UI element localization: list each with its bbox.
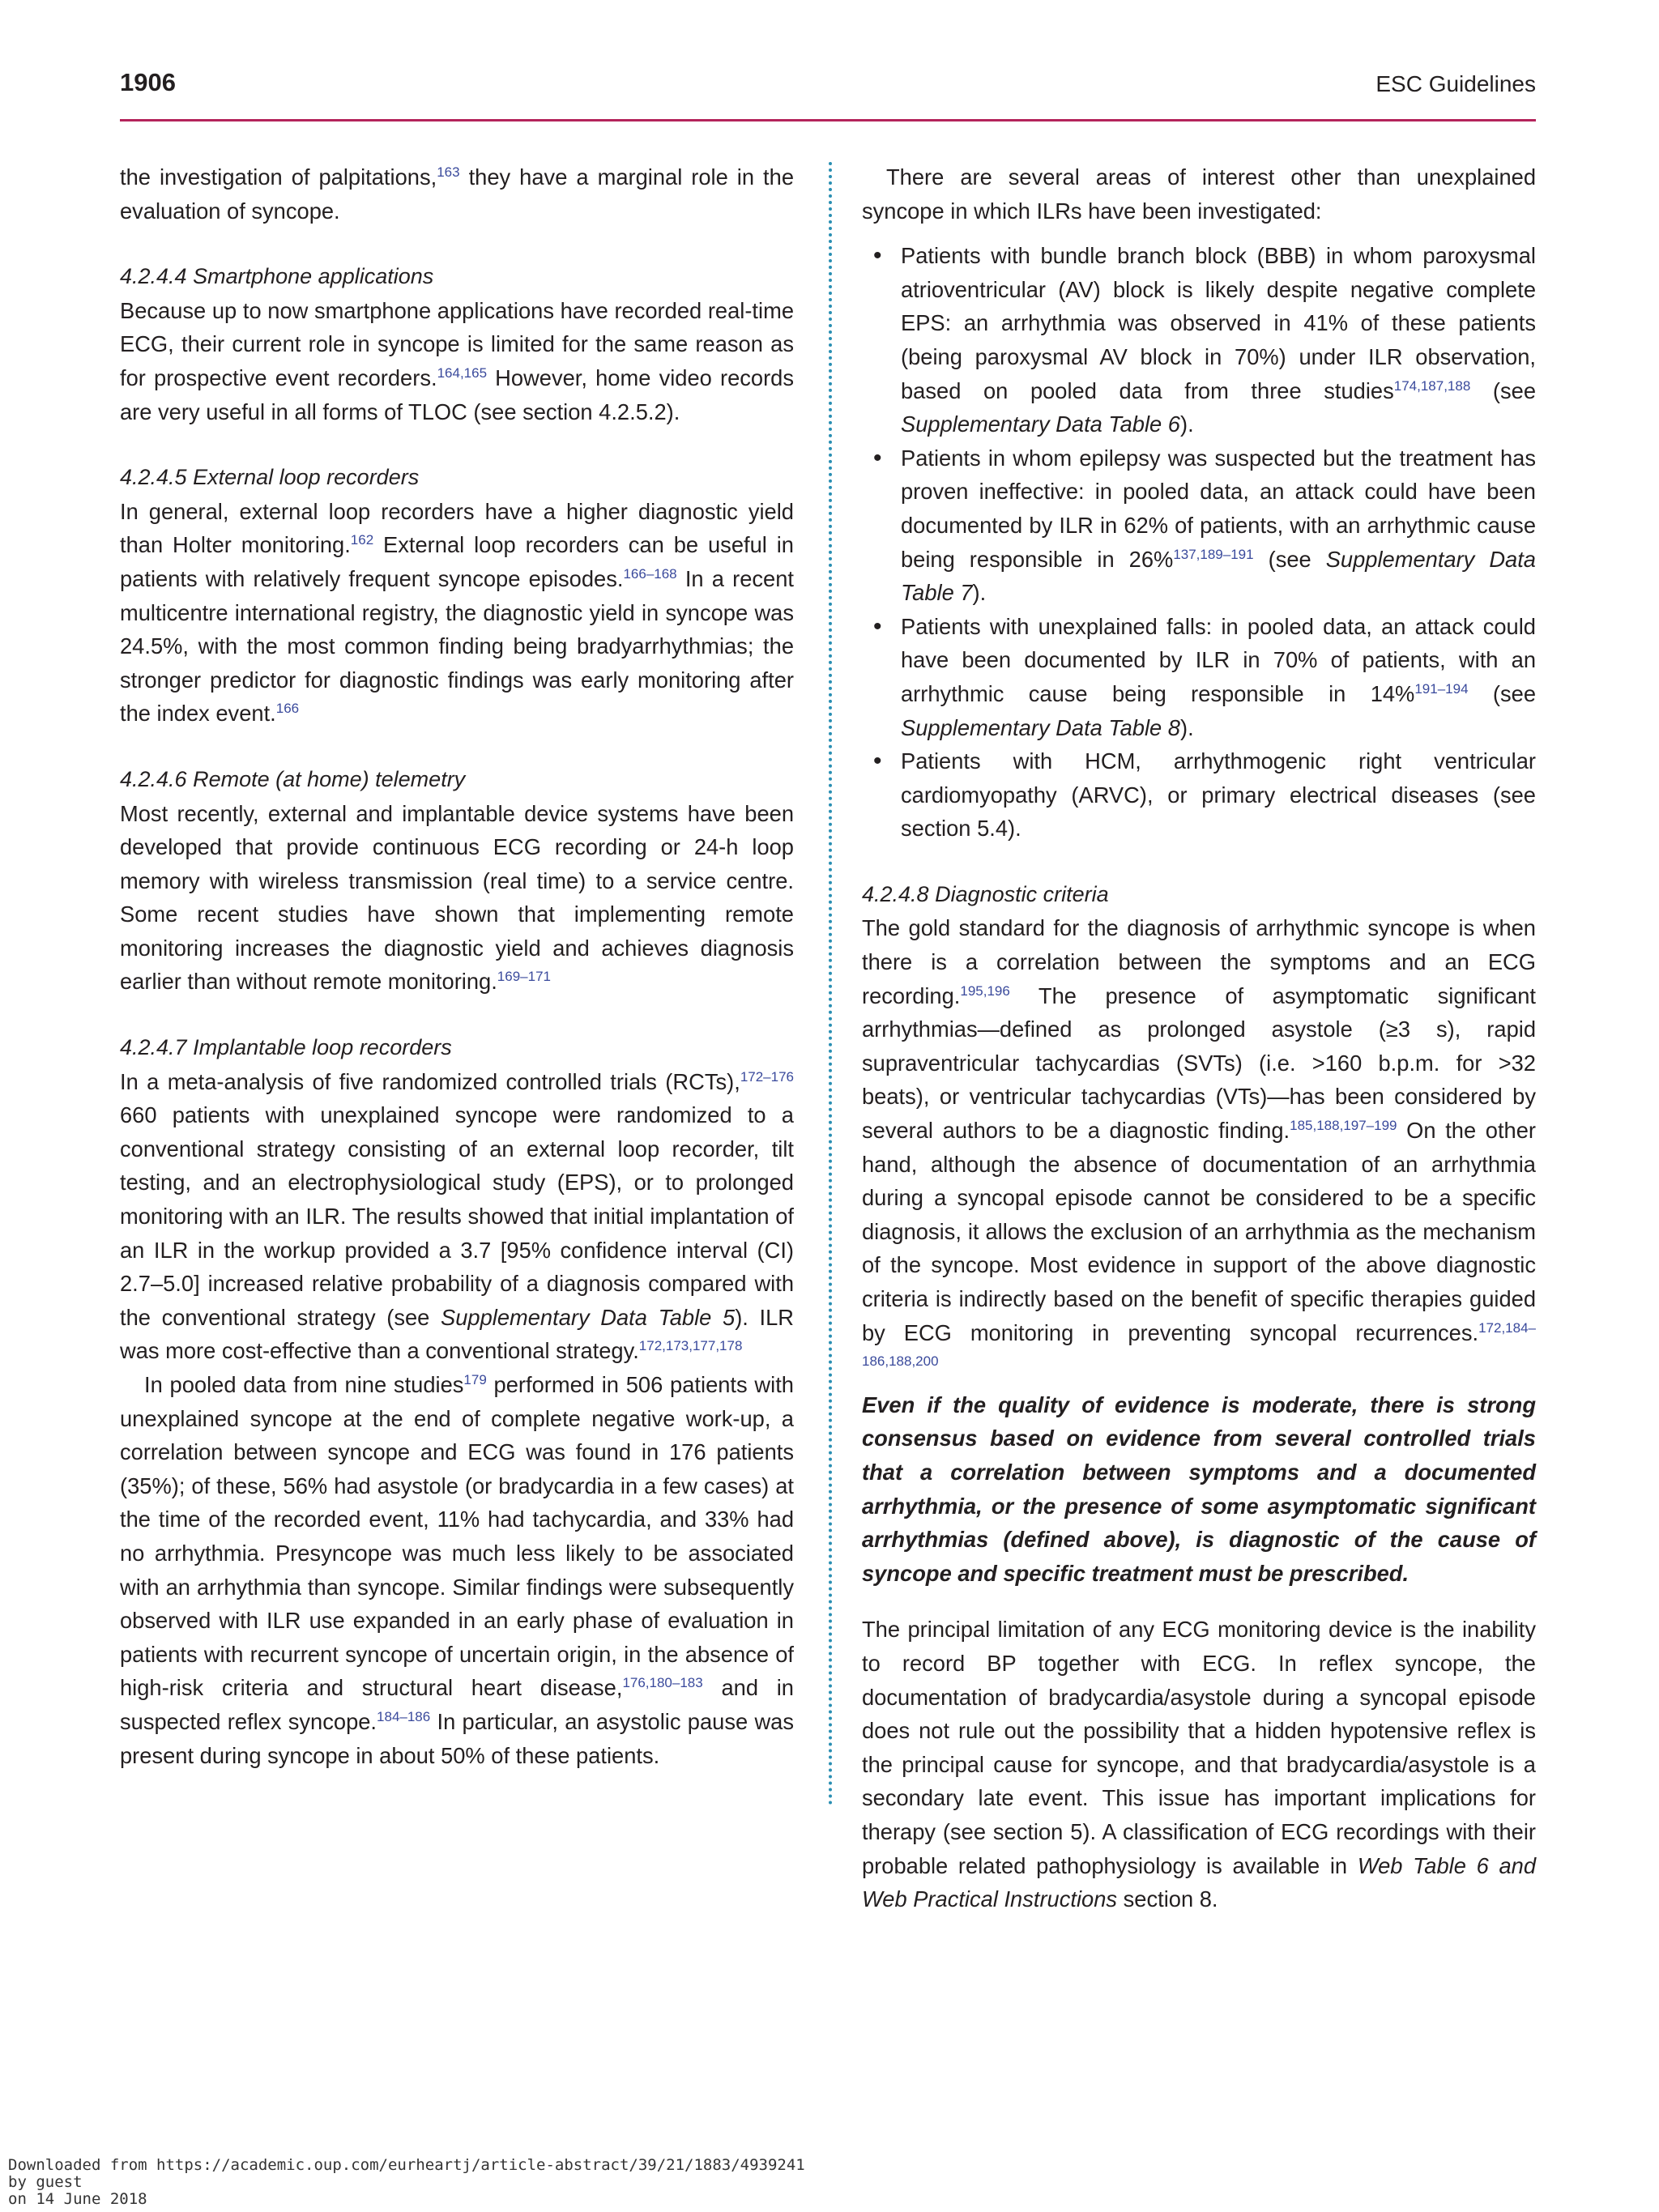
- section-heading: 4.2.4.7 Implantable loop recorders: [120, 1035, 452, 1060]
- citation-link[interactable]: 195,196: [960, 982, 1010, 999]
- citation-link[interactable]: 179: [463, 1371, 487, 1387]
- citation-link[interactable]: 166–168: [623, 565, 677, 582]
- citation-link[interactable]: 164,165: [437, 364, 488, 381]
- supplementary-reference: Supplementary Data Table 7: [901, 546, 1536, 606]
- section-heading: 4.2.4.8 Diagnostic criteria: [862, 881, 1109, 906]
- footer-line: by guest: [8, 2173, 83, 2191]
- running-title: ESC Guidelines: [1375, 71, 1536, 96]
- citation-link[interactable]: 166: [275, 701, 300, 717]
- citation-link[interactable]: 163: [437, 164, 460, 180]
- paragraph: Because up to now smartphone applications have recorded real-time ECG, their current role in syncope is limited for the same reason as for prospective event recorders.$^{164,165}$ However, home video records are very useful in all forms of TLOC (see section 4.2.5.2).: [120, 297, 794, 424]
- paragraph: the investigation of palpitations,$^{163}$ they have a marginal role in the evaluation of syncope.: [120, 164, 795, 224]
- footer-date: on 14 June 2018: [8, 2190, 147, 2208]
- paragraph: The principal limitation of any ECG monitoring device is the inability to record BP together with ECG. In reflex syncope, the documentation of bradycardia/asystole during a syncopal episode does not rule out the possibility that a hidden hypotensive reflex is the principal cause for syncope, and that bradycardia/asystole is a secondary late event. This issue has important implications for therapy (see section 5). A classification of ECG recordings with their probable related pathophysiology is available in Web Table 6 and Web Practical Instructions section 8.: [862, 1617, 1536, 1912]
- section-heading: 4.2.4.4 Smartphone applications: [120, 264, 434, 289]
- paragraph: There are several areas of interest other than unexplained syncope in which ILRs have been investigated:: [862, 164, 1536, 224]
- left-column: [120, 160, 794, 1772]
- section-heading: 4.2.4.5 External loop recorders: [120, 465, 420, 490]
- download-url[interactable]: Downloaded from https://academic.oup.com/eurheartj/article-abstract/39/21/1883/4939241: [8, 2156, 805, 2174]
- supplementary-reference: Supplementary Data Table 6: [901, 411, 1180, 437]
- download-footer: [8, 2157, 805, 2208]
- citation-link[interactable]: 174,187,188: [1393, 377, 1471, 394]
- citation-link[interactable]: 169–171: [497, 969, 551, 985]
- citation-link[interactable]: 162: [350, 532, 374, 548]
- list-item: • Patients in whom epilepsy was suspected but the treatment has proven ineffective: in pooled data, an attack could have been documented by ILR in 62% of patients, with an arrhythmic cause being responsible in 26%$^{137,189-191}$ (see Supplementary Data Table 7).: [862, 441, 1536, 610]
- recommendation-statement: Even if the quality of evidence is moderate, there is strong consensus based on evidence from several controlled trials that a correlation between symptoms and a documented arrhythmia, or the presence of some asymptomatic significant arrhythmias (defined above), is diagnostic of the cause of syncope and specific treatment must be prescribed.: [862, 1392, 1536, 1586]
- bullet-list: [862, 239, 1536, 846]
- running-header: [120, 68, 1536, 117]
- citation-link[interactable]: 184–186: [377, 1708, 431, 1724]
- citation-link[interactable]: 191–194: [1414, 680, 1469, 697]
- paragraph: In a meta-analysis of five randomized controlled trials (RCTs),$^{172-176}$ 660 patients with unexplained syncope were randomized to a conventional strategy consisting of an external loop recorder, tilt testing, and an electrophysiological study (EPS), or to prolonged monitoring with an ILR. The results showed that initial implantation of an ILR in the workup provided a 3.7 [95% confidence interval (CI) 2.7–5.0] increased relative probability of a diagnosis compared with the conventional strategy (see Supplementary Data Table 5). ILR was more cost-effective than a conventional strategy.$^{172,173,177,178}$: [120, 1068, 794, 1364]
- citation-link[interactable]: 185,188,197–199: [1290, 1117, 1397, 1133]
- paragraph: In general, external loop recorders have a higher diagnostic yield than Holter monitoring.$^{162}$ External loop recorders can be useful in patients with relatively frequent syncope episodes.$^{166-168}$ In a recent multicentre international registry, the diagnostic yield in syncope was 24.5%, with the most common finding being bradyarrhythmias; the stronger predictor for diagnostic findings was early monitoring after the index event.$^{166}$: [120, 498, 794, 727]
- paragraph: In pooled data from nine studies$^{179}$ performed in 506 patients with unexplained syncope at the end of complete negative work-up, a correlation between syncope and ECG was found in 176 patients (35%); of these, 56% had asystole (or bradycardia in a few cases) at the time of the recorded event, 11% had tachycardia, and 33% had no arrhythmia. Presyncope was much less likely to be associated with an arrhythmia than syncope. Similar findings were subsequently observed with ILR use expanded in an early phase of evaluation in patients with recurrent syncope of uncertain origin, in the absence of high-risk criteria and structural heart disease,$^{176,180-183}$ and in suspected reflex syncope.$^{184-186}$ In particular, an asystolic pause was present during syncope in about 50% of these patients.: [120, 1371, 795, 1768]
- supplementary-reference: Supplementary Data Table 8: [901, 714, 1180, 740]
- citation-link[interactable]: 176,180–183: [622, 1675, 703, 1691]
- column-divider: [829, 162, 832, 1806]
- citation-link[interactable]: 172,173,177,178: [638, 1338, 743, 1354]
- citation-link[interactable]: 172–176: [740, 1068, 794, 1085]
- list-item: • Patients with HCM, arrhythmogenic right ventricular cardiomyopathy (ARVC), or primary electrical diseases (see section 5.4).: [862, 744, 1536, 846]
- paragraph: Most recently, external and implantable device systems have been developed that provide continuous ECG recording or 24-h loop memory with wireless transmission (real time) to a service centre. Some recent studies have shown that implementing remote monitoring increases the diagnostic yield and achieves diagnosis earlier than without remote monitoring.$^{169-171}$: [120, 800, 794, 995]
- list-item: • Patients with bundle branch block (BBB) in whom paroxysmal atrioventricular (AV) block is likely despite negative complete EPS: an arrhythmia was observed in 41% of these patients (being paroxysmal AV block in 70%) under ILR observation, based on pooled data from three studies$^{174,187,188}$ (see Supplementary Data Table 6).: [862, 239, 1536, 441]
- paragraph: The gold standard for the diagnosis of arrhythmic syncope is when there is a correlation between the symptoms and an ECG recording.$^{195,196}$ The presence of asymptomatic significant arrhythmias—defined as prolonged asystole (≥3 s), rapid supraventricular tachycardias (SVTs) (i.e. >160 b.p.m. for >32 beats), or ventricular tachycardias (VTs)—has been considered by several authors to be a diagnostic finding.$^{185,188,197-199}$ On the other hand, although the absence of documentation of an arrhythmia during a syncopal episode cannot be considered to be a specific diagnosis, it allows the exclusion of an arrhythmia as the mechanism of the syncope. Most evidence in support of the above diagnostic criteria is indirectly based on the benefit of specific therapies guided by ECG monitoring in preventing syncopal recurrences.$^{172,184-186,188,200}$: [862, 915, 1536, 1370]
- page-number: 1906: [120, 68, 176, 96]
- supplementary-reference: Supplementary Data Table 5: [441, 1304, 736, 1330]
- web-table-reference: Web Table 6 and Web Practical Instructions: [862, 1852, 1536, 1912]
- header-rule: [120, 119, 1536, 121]
- list-item: • Patients with unexplained falls: in pooled data, an attack could have been documented by ILR in 70% of patients, with an arrhythmic cause being responsible in 14%$^{191-194}$ (see Supplementary Data Table 8).: [862, 610, 1536, 744]
- citation-link[interactable]: 137,189–191: [1173, 546, 1254, 562]
- citation-link[interactable]: 172,184–186,188,200: [862, 1319, 1536, 1370]
- right-column: [862, 160, 1536, 1916]
- section-heading: 4.2.4.6 Remote (at home) telemetry: [120, 766, 466, 791]
